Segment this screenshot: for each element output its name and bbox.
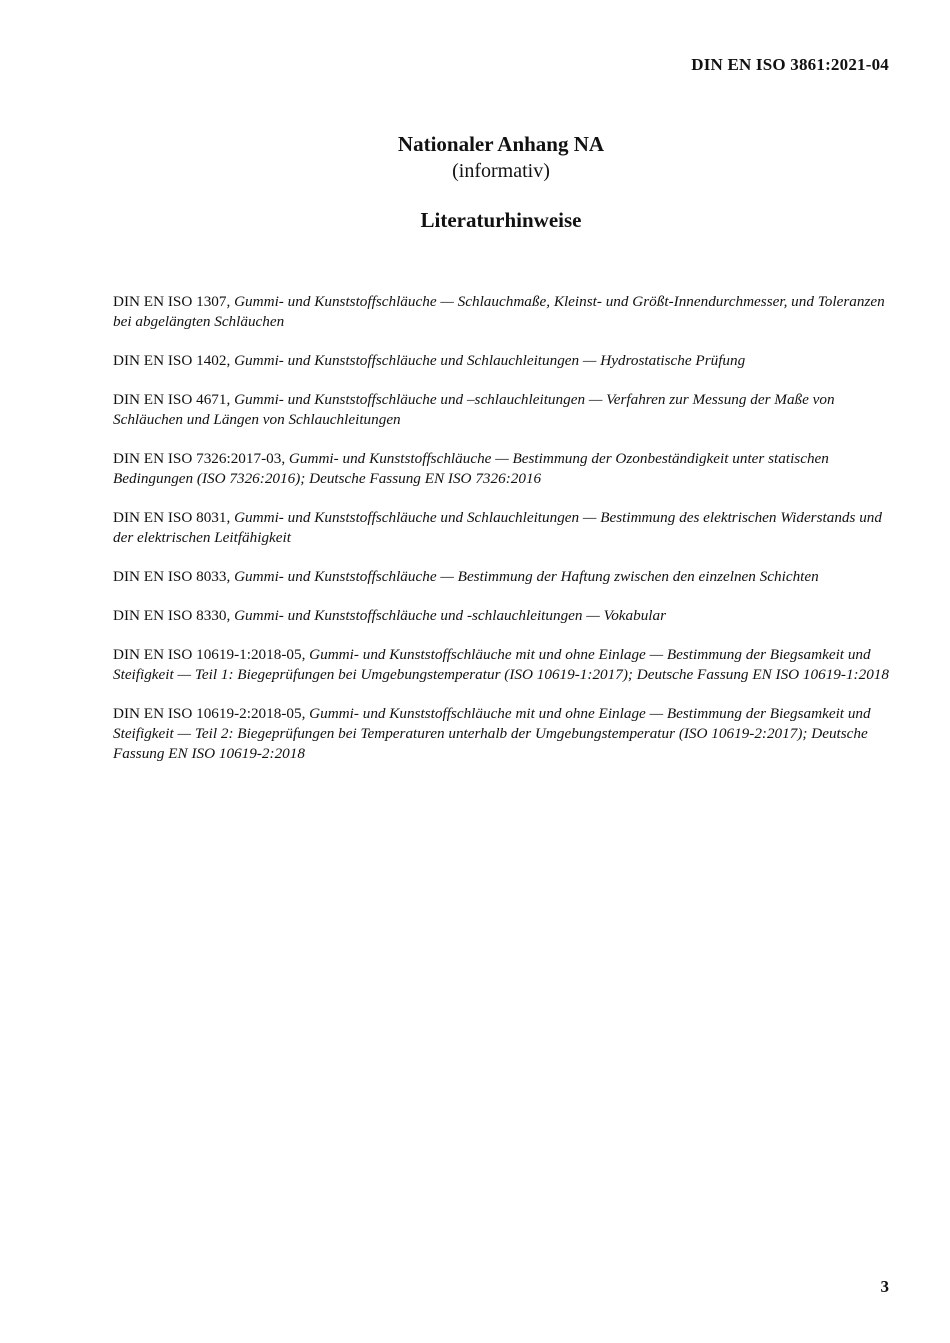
reference-title: Gummi- und Kunststoffschläuche und Schlauchleitungen — Hydrostatische Prüfung (234, 352, 746, 369)
reference-item: DIN EN ISO 1402, Gummi- und Kunststoffschläuche und Schlauchleitungen — Hydrostatische Prüfung (113, 352, 746, 369)
reference-title: Gummi- und Kunststoffschläuche und –schlauchleitungen — Verfahren zur Messung der Maße von Schläuchen und Längen von Schlauchleitungen (113, 391, 835, 428)
reference-item: DIN EN ISO 4671, Gummi- und Kunststoffschläuche und –schlauchleitungen — Verfahren zur Messung der Maße von Schläuchen und Längen von Schlauchleitungen (113, 391, 835, 428)
section-title: Literaturhinweise (420, 208, 582, 232)
annex-title: Nationaler Anhang NA (397, 132, 605, 156)
annex-heading (0, 131, 950, 184)
reference-title: Gummi- und Kunststoffschläuche und Schlauchleitungen — Bestimmung des elektrischen Widerstands und der elektrischen Leitfähigkeit (113, 509, 882, 546)
reference-title: Gummi- und Kunststoffschläuche — Schlauchmaße, Kleinst- und Größt-Innendurchmesser, und Toleranzen bei abgelängten Schläuchen (113, 293, 885, 330)
reference-code: DIN EN ISO 8033 (113, 568, 227, 585)
annex-subtitle: (informativ) (452, 160, 550, 182)
reference-item: DIN EN ISO 10619-1:2018-05, Gummi- und Kunststoffschläuche mit und ohne Einlage — Bestimmung der Biegsamkeit und Steifigkeit — Teil 1: Biegeprüfungen bei Umgebungstemperatur (ISO 10619-1:2017); Deutsche Fassung EN ISO 10619-1:2018 (113, 646, 889, 683)
reference-code: DIN EN ISO 8330 (113, 607, 227, 624)
reference-item: DIN EN ISO 7326:2017-03, Gummi- und Kunststoffschläuche — Bestimmung der Ozonbeständigkeit unter statischen Bedingungen (ISO 7326:2016); Deutsche Fassung EN ISO 7326:2016 (113, 450, 829, 487)
reference-item: DIN EN ISO 8330, Gummi- und Kunststoffschläuche und -schlauchleitungen — Vokabular (113, 607, 667, 624)
reference-code: DIN EN ISO 1307 (113, 293, 227, 310)
reference-title: Gummi- und Kunststoffschläuche — Bestimmung der Ozonbeständigkeit unter statischen Bedingungen (ISO 7326:2016); Deutsche Fassung EN ISO 7326:2016 (113, 450, 829, 487)
reference-item: DIN EN ISO 1307, Gummi- und Kunststoffschläuche — Schlauchmaße, Kleinst- und Größt-Innendurchmesser, und Toleranzen bei abgelängten Schläuchen (113, 293, 885, 330)
reference-code: DIN EN ISO 8031 (113, 509, 227, 526)
page-number: 3 (880, 1277, 889, 1296)
reference-code: DIN EN ISO 1402 (113, 352, 227, 369)
reference-title: Gummi- und Kunststoffschläuche mit und ohne Einlage — Bestimmung der Biegsamkeit und Steifigkeit — Teil 1: Biegeprüfungen bei Umgebungstemperatur (ISO 10619-1:2017); Deutsche Fassung EN ISO 10619-1:2018 (113, 646, 889, 683)
reference-code: DIN EN ISO 7326:2017-03 (113, 450, 282, 467)
reference-item: DIN EN ISO 8031, Gummi- und Kunststoffschläuche und Schlauchleitungen — Bestimmung des elektrischen Widerstands und der elektrischen Leitfähigkeit (113, 509, 882, 546)
reference-item: DIN EN ISO 10619-2:2018-05, Gummi- und Kunststoffschläuche mit und ohne Einlage — Bestimmung der Biegsamkeit und Steifigkeit — Teil 2: Biegeprüfungen bei Temperaturen unterhalb der Umgebungstemperatur (ISO 10619-2:2017); Deutsche Fassung EN ISO 10619-2:2018 (113, 705, 871, 762)
reference-title: Gummi- und Kunststoffschläuche und -schlauchleitungen — Vokabular (234, 607, 667, 624)
reference-title: Gummi- und Kunststoffschläuche — Bestimmung der Haftung zwischen den einzelnen Schichten (234, 568, 819, 585)
reference-code: DIN EN ISO 4671 (113, 391, 227, 408)
document-id: DIN EN ISO 3861:2021-04 (691, 55, 889, 74)
reference-code: DIN EN ISO 10619-1:2018-05 (113, 646, 302, 663)
reference-list (113, 292, 898, 783)
reference-code: DIN EN ISO 10619-2:2018-05 (113, 705, 302, 722)
reference-item: DIN EN ISO 8033, Gummi- und Kunststoffschläuche — Bestimmung der Haftung zwischen den einzelnen Schichten (113, 568, 819, 585)
reference-title: Gummi- und Kunststoffschläuche mit und ohne Einlage — Bestimmung der Biegsamkeit und Steifigkeit — Teil 2: Biegeprüfungen bei Temperaturen unterhalb der Umgebungstemperatur (ISO 10619-2:2017); Deutsche Fassung EN ISO 10619-2:2018 (113, 705, 871, 762)
